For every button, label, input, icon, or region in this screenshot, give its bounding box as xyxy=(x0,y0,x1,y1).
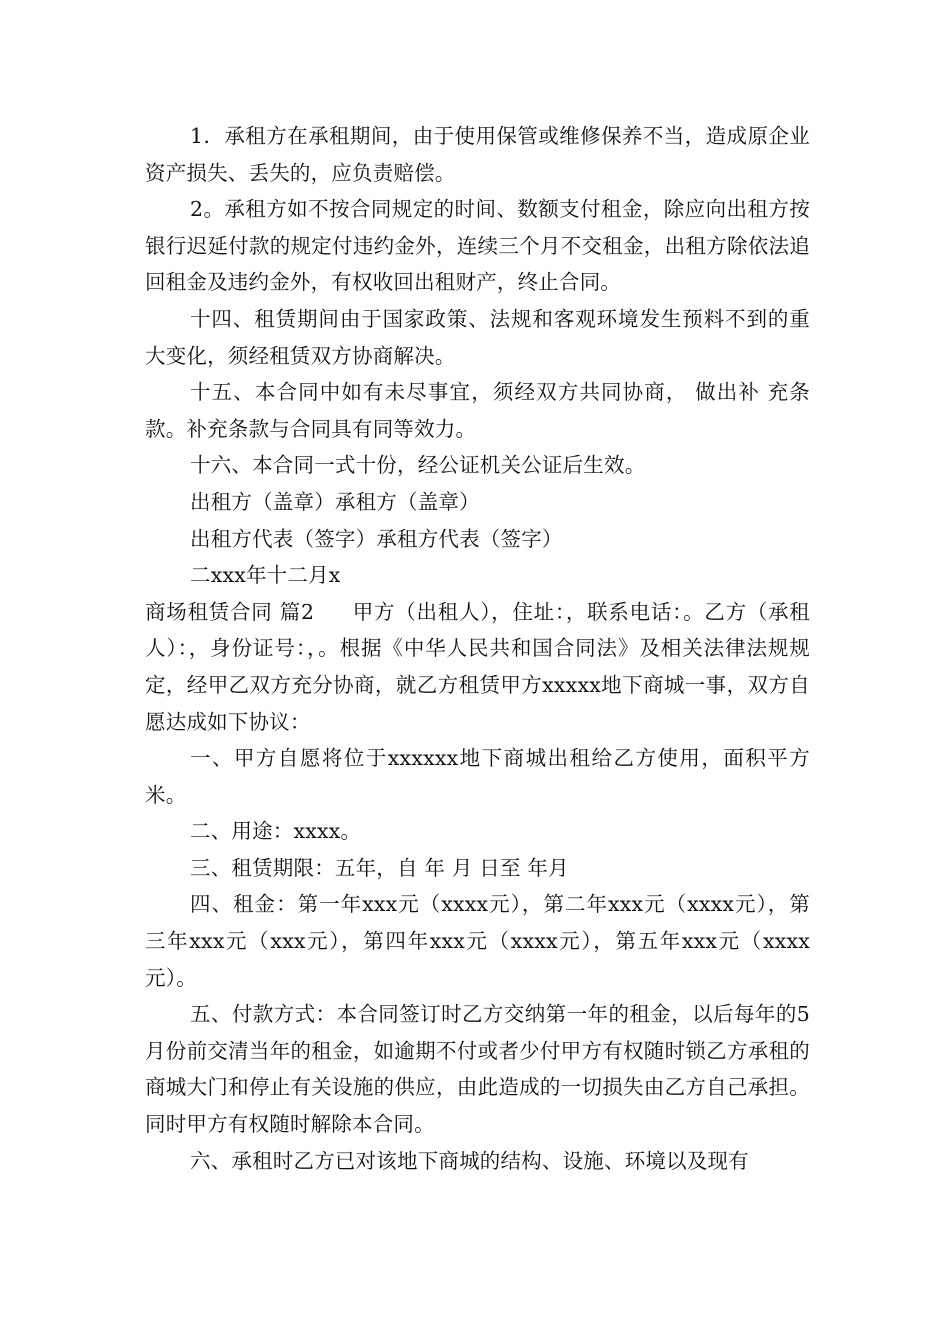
paragraph-clause-2: 2。承租方如不按合同规定的时间、数额支付租金，除应向出租方按银行迟延付款的规定付违约金外，连续三个月不交租金，出租方除依法追回租金及违约金外，有权收回出租财产，终止合同。 xyxy=(145,197,810,295)
paragraph-clause-14: 十四、租赁期间由于国家政策、法规和客观环境发生预料不到的重大变化，须经租赁双方协商解决。 xyxy=(145,306,810,368)
contract-2-intro-paragraph xyxy=(145,594,810,740)
paragraph-clause-15: 十五、本合同中如有未尽事宜，须经双方共同协商， 做出补 充条款。补充条款与合同具有同等效力。 xyxy=(145,380,810,441)
contract-2-clause-1: 一、甲方自愿将位于xxxxxx地下商城出租给乙方使用，面积平方米。 xyxy=(145,746,810,807)
contract-2-clause-3: 三、租赁期限：五年，自 年 月 日至 年月 xyxy=(190,855,569,880)
contract-2-clause-2: 二、用途：xxxx。 xyxy=(190,819,362,844)
document-body xyxy=(145,118,810,1179)
contract-2-clause-4: 四、租金：第一年xxx元（xxxx元），第二年xxx元（xxxx元），第三年xxx元（xxx元），第四年xxx元（xxxx元），第五年xxx元（xxxx元）。 xyxy=(145,892,810,990)
contract-2-clause-5: 五、付款方式：本合同签订时乙方交纳第一年的租金，以后每年的5月份前交清当年的租金，如逾期不付或者少付甲方有权随时锁乙方承租的商城大门和停止有关设施的供应，由此造成的一切损失由乙方自己承担。同时甲方有权随时解除本合同。 xyxy=(145,1002,810,1137)
paragraph-clause-1: 1．承租方在承租期间，由于使用保管或维修保养不当，造成原企业资产损失、丢失的，应负责赔偿。 xyxy=(145,124,810,185)
contract-2-clause-6: 六、承租时乙方已对该地下商城的结构、设施、环境以及现有 xyxy=(190,1148,749,1173)
contract-2-intro: 甲方（出租人），住址：，联系电话：。乙方（承租人）：，身份证号：，。根据《中华人民共和国合同法》及相关法律法规规定，经甲乙双方充分协商，就乙方租赁甲方xxxxx地下商城一事，双方自愿达成如下协议： xyxy=(145,599,811,734)
signing-date: 二xxx年十二月x xyxy=(190,563,341,588)
lessor-lessee-seal-line: 出租方（盖章）承租方（盖章） xyxy=(190,489,480,514)
representative-signature-line: 出租方代表（签字）承租方代表（签字） xyxy=(190,526,563,551)
contract-2-title: 商场租赁合同 篇2 xyxy=(145,599,315,624)
paragraph-clause-16: 十六、本合同一式十份，经公证机关公证后生效。 xyxy=(190,453,646,478)
